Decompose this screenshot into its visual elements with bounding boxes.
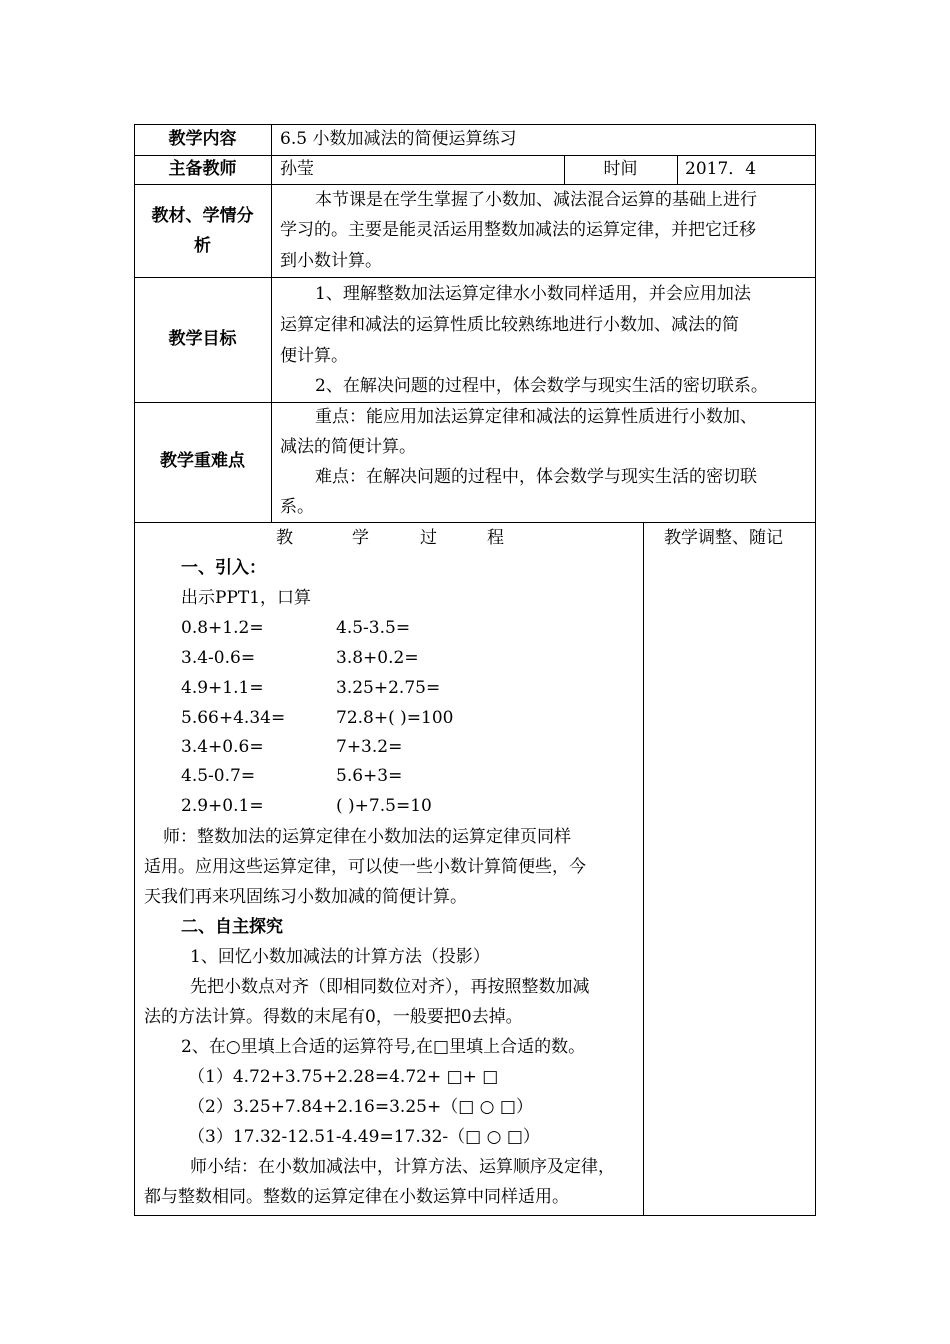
content-value: 6.5 小数加减法的简便运算练习	[280, 129, 517, 149]
analysis-text: 本节课是在学生掌握了小数加、减法混合运算的基础上进行	[315, 190, 757, 210]
item1-body: 法的方法计算。得数的末尾有0，一般要把0去掉。	[144, 1007, 523, 1027]
goals-text: 便计算。	[280, 346, 348, 366]
keypoints-text: 难点：在解决问题的过程中，体会数学与现实生活的密切联	[315, 467, 757, 487]
calc-right: 5.6+3=	[336, 766, 403, 786]
analysis-text: 到小数计算。	[280, 251, 382, 271]
summary-line: 师小结：在小数加减法中，计算方法、运算顺序及定律，	[190, 1157, 615, 1177]
calc-left: 3.4-0.6=	[181, 648, 256, 668]
calc-right: 7+3.2=	[336, 737, 403, 757]
calc-right: 3.25+2.75=	[336, 678, 441, 698]
process-heading-char: 学	[352, 528, 369, 548]
col-divider	[643, 522, 644, 1216]
goals-label: 教学目标	[168, 329, 237, 349]
section1-title: 一、引入：	[181, 558, 266, 578]
teacher-remark: 师：整数加法的运算定律在小数加法的运算定律页同样	[163, 827, 571, 847]
calc-left: 5.66+4.34=	[181, 708, 286, 728]
goals-text: 2、在解决问题的过程中，体会数学与现实生活的密切联系。	[315, 376, 768, 396]
exercise-line: （2）3.25+7.84+2.16=3.25+（□ ○ □）	[188, 1097, 533, 1117]
row-divider	[134, 277, 816, 278]
teacher-remark: 天我们再来巩固练习小数加减的简便计算。	[144, 887, 467, 907]
time-value: 2017．4	[685, 159, 757, 179]
analysis-text: 学习的。主要是能灵活运用整数加减法的运算定律，并把它迁移	[280, 220, 756, 240]
col-divider	[677, 155, 678, 184]
teacher-label: 主备教师	[168, 159, 237, 179]
calc-right: 4.5-3.5=	[336, 618, 411, 638]
calc-left: 4.9+1.1=	[181, 678, 264, 698]
teacher-remark: 适用。应用这些运算定律，可以使一些小数计算简便些，今	[144, 857, 586, 877]
keypoints-text: 重点：能应用加法运算定律和减法的运算性质进行小数加、	[315, 407, 757, 427]
keypoints-text: 减法的简便计算。	[280, 437, 416, 457]
item1-title: 1、回忆小数加减法的计算方法（投影）	[190, 947, 490, 967]
item1-body: 先把小数点对齐（即相同数位对齐），再按照整数加减	[190, 977, 590, 997]
calc-left: 2.9+0.1=	[181, 796, 264, 816]
goals-text: 运算定律和减法的运算性质比较熟练地进行小数加、减法的简	[280, 315, 739, 335]
calc-right: 3.8+0.2=	[336, 648, 419, 668]
ppt-line: 出示PPT1，口算	[181, 588, 312, 608]
keypoints-text: 系。	[280, 497, 314, 517]
section2-title: 二、自主探究	[181, 917, 283, 937]
process-heading-char: 教	[276, 528, 293, 548]
content-label: 教学内容	[168, 129, 237, 149]
process-heading-char: 过	[420, 528, 437, 548]
exercise-line: （3）17.32-12.51-4.49=17.32-（□ ○ □）	[188, 1127, 540, 1147]
calc-right: 72.8+( )=100	[336, 708, 454, 728]
calc-left: 0.8+1.2=	[181, 618, 264, 638]
analysis-label: 析	[194, 236, 211, 256]
item2-title: 2、在○里填上合适的运算符号,在□里填上合适的数。	[181, 1037, 586, 1057]
teacher-value: 孙莹	[280, 159, 314, 179]
analysis-label: 教材、学情分	[151, 206, 254, 226]
time-label: 时间	[603, 159, 638, 179]
keypoints-label: 教学重难点	[160, 451, 245, 471]
process-heading-char: 程	[487, 528, 504, 548]
calc-right: ( )+7.5=10	[336, 796, 432, 816]
calc-left: 4.5-0.7=	[181, 766, 256, 786]
exercise-line: （1）4.72+3.75+2.28=4.72+ □+ □	[188, 1067, 499, 1087]
col-divider	[271, 124, 272, 522]
side-heading: 教学调整、随记	[664, 528, 783, 548]
goals-text: 1、理解整数加法运算定律水小数同样适用，并会应用加法	[315, 284, 751, 304]
calc-left: 3.4+0.6=	[181, 737, 264, 757]
summary-line: 都与整数相同。整数的运算定律在小数运算中同样适用。	[144, 1187, 569, 1207]
